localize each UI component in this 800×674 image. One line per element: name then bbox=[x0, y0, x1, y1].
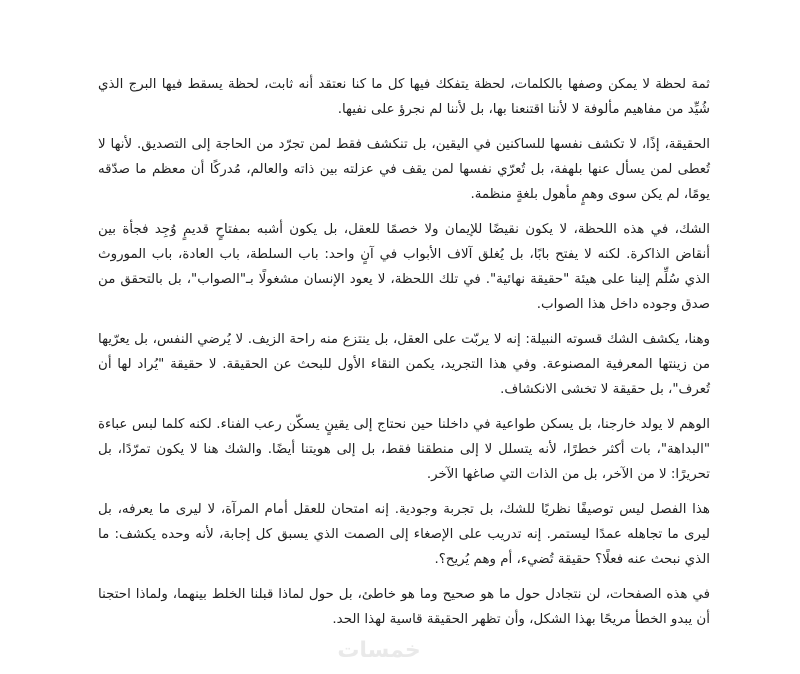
paragraph-5: الوهم لا يولد خارجنا، بل يسكن طواعية في داخلنا حين نحتاج إلى يقينٍ يسكّن رعب الفناء. لكنه كلما لبس عباءة "البداهة"، بات أكثر خطرًا، لأنه يتسلل لا إلى منطقنا فقط، بل إلى هويتنا أيضًا. والشك هنا لا يكون تمرّدًا، بل تحريرًا: لا من الآخر، بل من الذات التي صاغها الآخر. bbox=[98, 417, 710, 482]
paragraph-6: هذا الفصل ليس توصيفًا نظريًا للشك، بل تجربة وجودية. إنه امتحان للعقل أمام المرآة، لا ليرى ما يعرفه، بل ليرى ما تجاهله عمدًا ليستمر. إنه تدريب على الإصغاء إلى الصمت الذي يسبق كل إجابة، لأنه وحده يكشف: ما الذي نبحث عنه فعلًا؟ حقيقة تُضيء، أم وهم يُريح؟. bbox=[98, 502, 710, 567]
paragraph-3: الشك، في هذه اللحظة، لا يكون نقيضًا للإيمان ولا خصمًا للعقل، بل يكون أشبه بمفتاحٍ قديمٍ وُجِد فجأة بين أنقاض الذاكرة. لكنه لا يفتح بابًا، بل يُغلق آلاف الأبواب في آنٍ واحد: باب السلطة، باب العادة، باب الموروث الذي سُلِّم إلينا على هيئة "حقيقة نهائية". في تلك اللحظة، لا يعود الإنسان مشغولًا بـ"الصواب"، بل بالتحقق من صدق وجوده داخل هذا الصواب. bbox=[98, 222, 710, 312]
paragraph-7: في هذه الصفحات، لن نتجادل حول ما هو صحيح وما هو خاطئ، بل حول لماذا قبلنا الخلط بينهما، ولماذا احتجنا أن يبدو الخطأ مريحًا بهذا الشكل، وأن تظهر الحقيقة قاسية لهذا الحد. bbox=[98, 587, 710, 627]
paragraph-2: الحقيقة، إذًا، لا تكشف نفسها للساكنين في اليقين، بل تنكشف فقط لمن تجرّد من الحاجة إلى التصديق. لأنها لا تُعطى لمن يسأل عنها بلهفة، بل تُعرّي نفسها لمن يقف في عزلته بين ذاته والعالم، مُدركًا أن معظم ما صدّقه يومًا، لم يكن سوى وهمٍ مأهول بلغةٍ منظمة. bbox=[98, 137, 710, 202]
paragraph-1: ثمة لحظة لا يمكن وصفها بالكلمات، لحظة يتفكك فيها كل ما كنا نعتقد أنه ثابت، لحظة يسقط فيها البرج الذي شُيِّد من مفاهيم مألوفة لا لأننا اقتنعنا بها، بل لأننا لم نجرؤ على نفيها. bbox=[98, 77, 710, 117]
article-body bbox=[98, 72, 710, 642]
paragraph-4: وهنا، يكشف الشك قسوته النبيلة: إنه لا يربّت على العقل، بل ينتزع منه راحة الزيف. لا يُرضي النفس، بل يعرّيها من زينتها المعرفية المصنوعة. وفي هذا التجريد، يكمن النقاء الأول للبحث عن الحقيقة. لا حقيقة "يُراد لها أن تُعرف"، بل حقيقة لا تخشى الانكشاف. bbox=[98, 332, 710, 397]
watermark-logo: خمسات bbox=[337, 638, 421, 663]
